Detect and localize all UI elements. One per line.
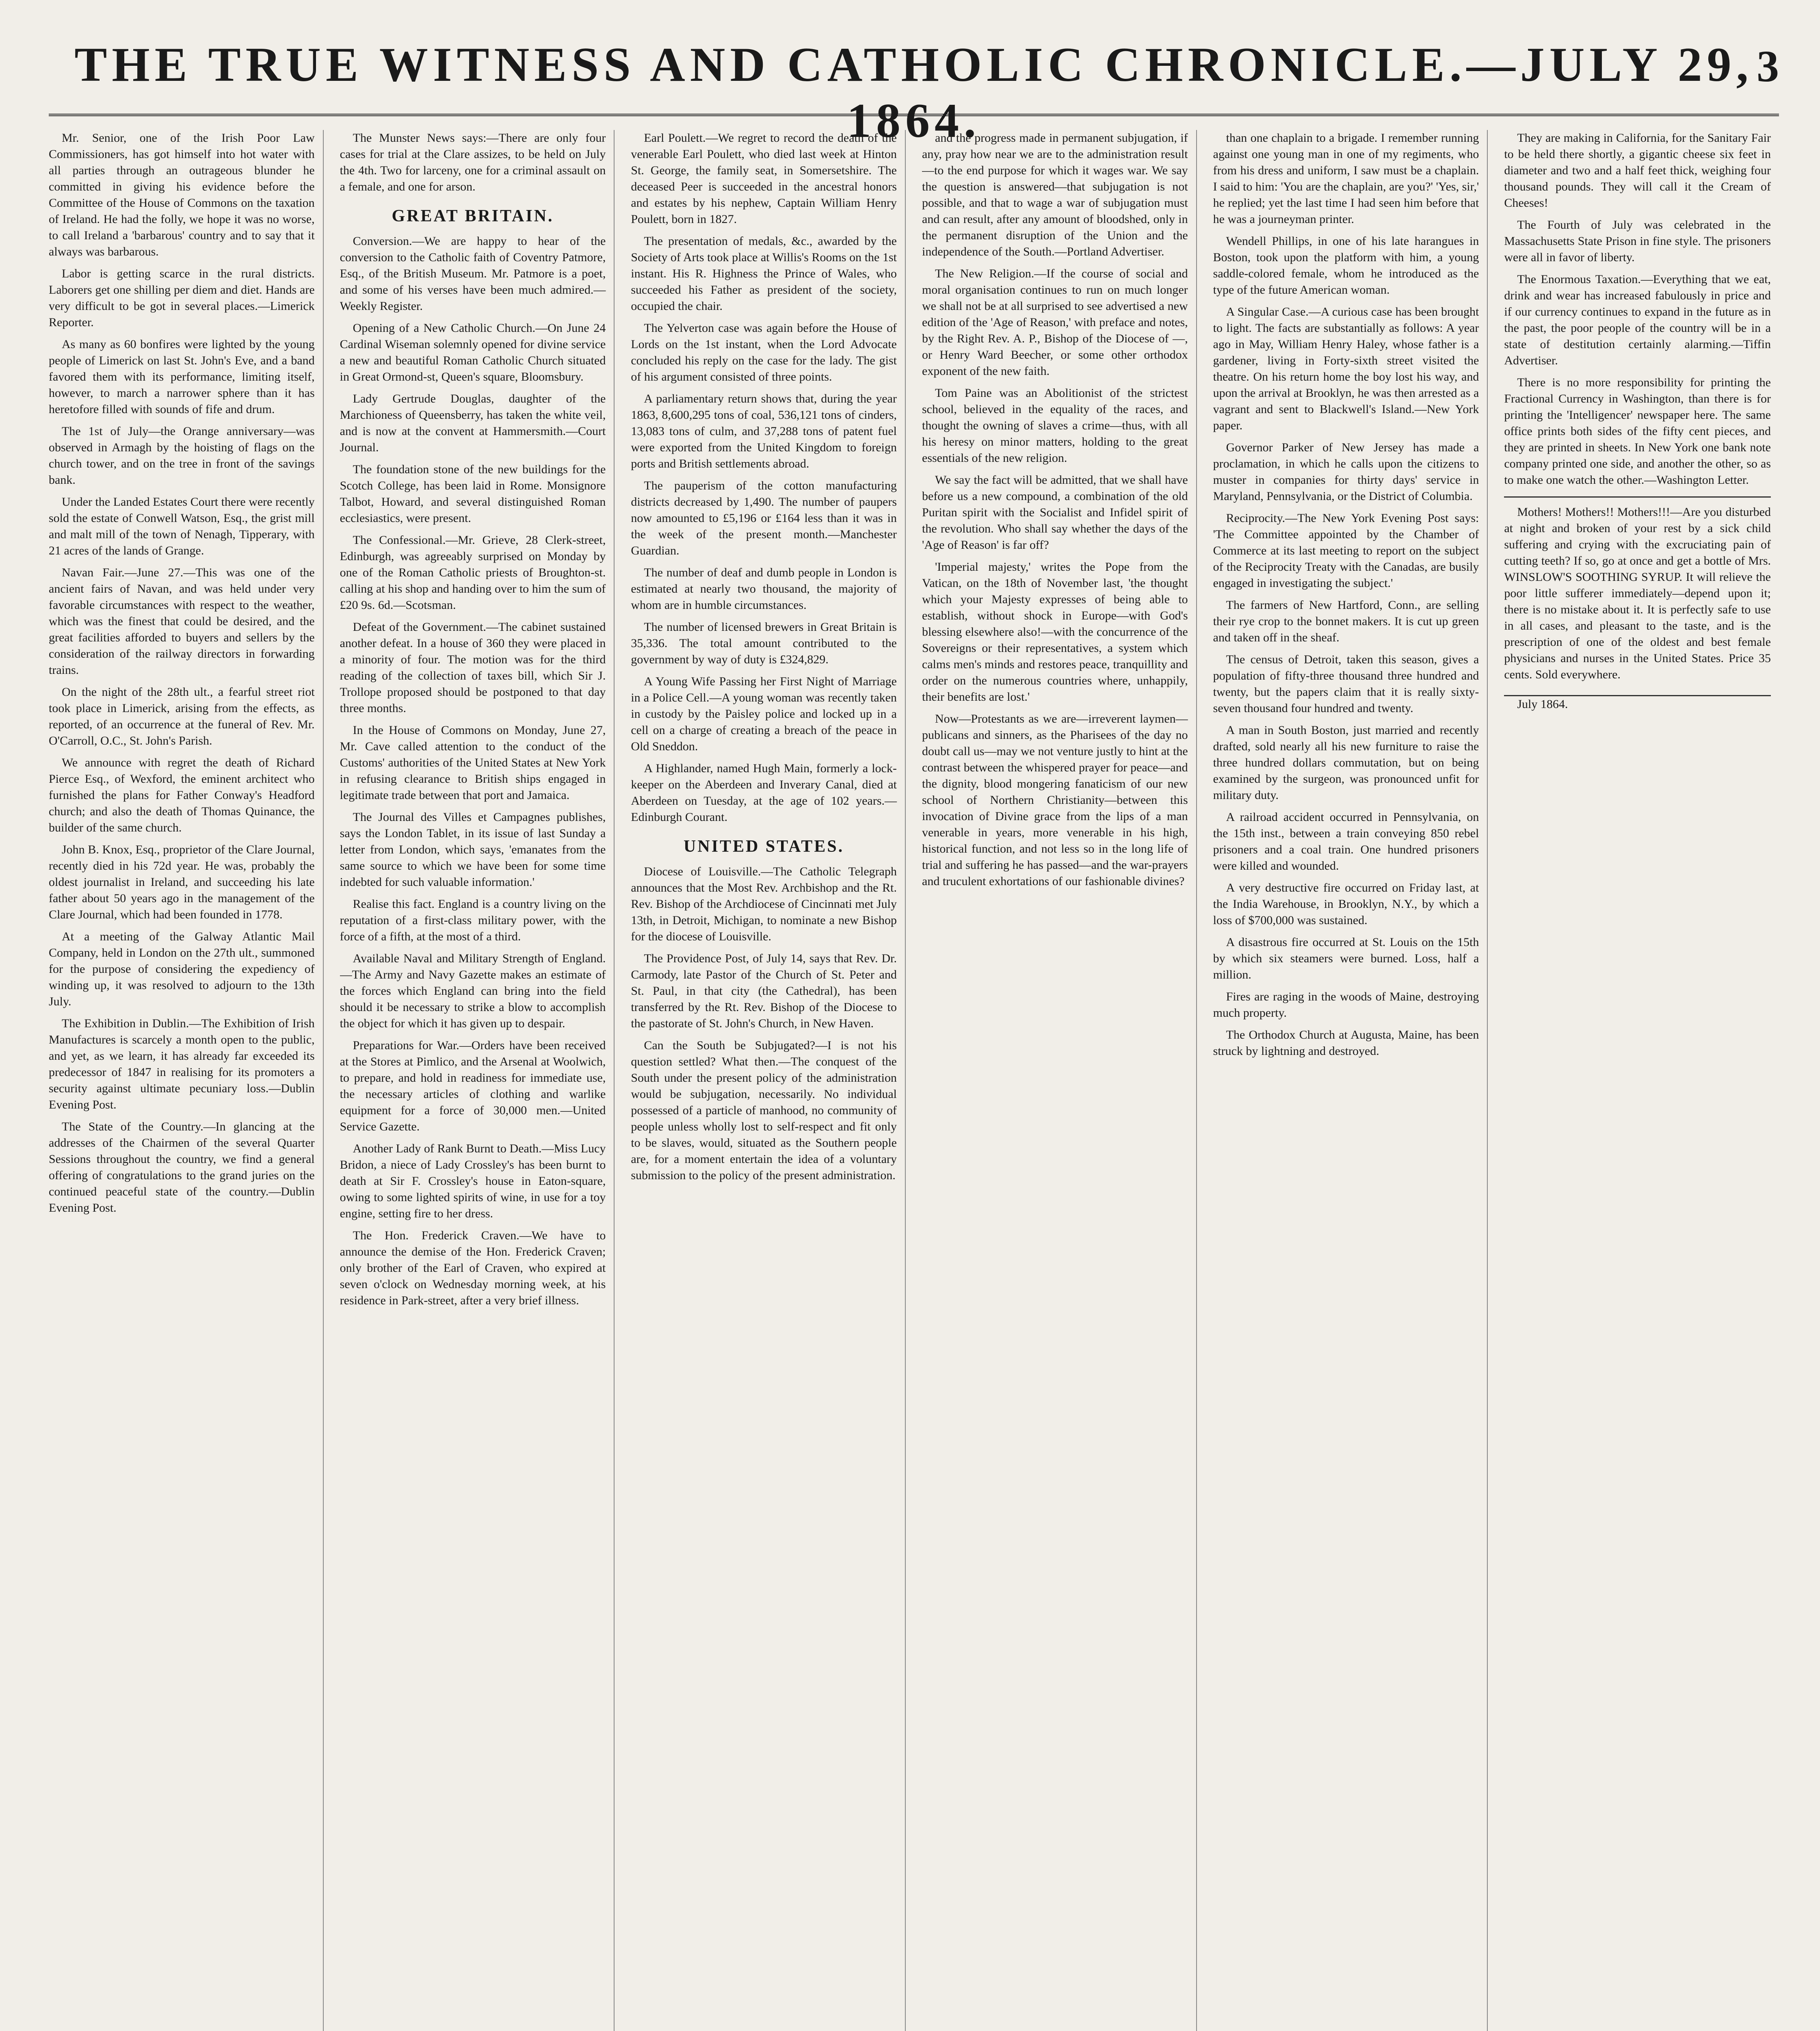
article-paragraph: A railroad accident occurred in Pennsylvania, on the 15th inst., between a train conveying 850 rebel prisoners and a coal train. One hundred prisoners were killed and wounded.	[1213, 810, 1479, 873]
article-paragraph: Conversion.—We are happy to hear of the conversion to the Catholic faith of Coventry Patmore, Esq., of the British Museum. Mr. Patmore is a poet, and some of his verses have been much admired.—Weekly Register.	[340, 234, 606, 313]
article-paragraph: Opening of a New Catholic Church.—On June 24 Cardinal Wiseman solemnly opened for divine service a new and beautiful Roman Catholic Church situated in Great Ormond-st, Queen's square, Bloomsbury.	[340, 321, 606, 383]
article-paragraph: The farmers of New Hartford, Conn., are selling their rye crop to the bonnet makers. It is cut up green and taken off in the sheaf.	[1213, 598, 1479, 644]
article-paragraph: Navan Fair.—June 27.—This was one of the ancient fairs of Navan, and was held under very favorable circumstances with respect to the weather, which was the finest that could be desired, and the great facilities afforded to buyers and sellers by the consideration of the railway directors in forwarding trains.	[49, 566, 315, 677]
article-paragraph: The Munster News says:—There are only four cases for trial at the Clare assizes, to be held on July the 4th. Two for larceny, one for a criminal assault on a female, and one for arson.	[340, 131, 606, 193]
article-paragraph: We announce with regret the death of Richard Pierce Esq., of Wexford, the eminent architect who furnished the plans for Father Conway's Headford church; and also the death of Thomas Quinance, the builder of the same church.	[49, 756, 315, 834]
article-paragraph: Lady Gertrude Douglas, daughter of the Marchioness of Queensberry, has taken the white veil, and is now at the convent at Hammersmith.—Court Journal.	[340, 392, 606, 454]
article-paragraph: The presentation of medals, &c., awarded by the Society of Arts took place at Willis's Rooms on the 1st instant. His R. Highness the Prince of Wales, who succeeded his Father as president of the society, occupied the chair.	[631, 234, 897, 313]
columns	[49, 130, 1779, 2031]
page-number: 3	[1757, 41, 1779, 91]
article-paragraph: July 1864.	[1517, 697, 1568, 711]
article-paragraph: 'Imperial majesty,' writes the Pope from the Vatican, on the 18th of November last, 'the thought which your Majesty expresses of being able to establish, without shock in Europe—with God's blessing elsewhere also!—with the concurrence of the Sovereigns or their representatives, a system which calms men's minds and restores peace, tranquillity and order on the numerous countries where, unhappily, their benefits are lost.'	[922, 560, 1188, 704]
article-paragraph: Realise this fact. England is a country living on the reputation of a first-class military power, with the force of a fifth, at the most of a third.	[340, 897, 606, 943]
section-heading: GREAT BRITAIN.	[392, 207, 554, 225]
advertisement	[1504, 496, 1771, 696]
article-paragraph: On the night of the 28th ult., a fearful street riot took place in Limerick, arising from the effects, as reported, of an occurrence at the funeral of Rev. Mr. O'Carroll, O.C., St. John's Parish.	[49, 685, 315, 747]
page-title: THE TRUE WITNESS AND CATHOLIC CHRONICLE.—JULY 29, 1864.	[74, 37, 1753, 147]
column-5	[1213, 130, 1488, 2031]
article-paragraph: The pauperism of the cotton manufacturing districts decreased by 1,490. The number of paupers now amounted to £5,196 or £164 less than it was in the week of the present month.—Manchester Guardian.	[631, 479, 897, 557]
article-paragraph: A Highlander, named Hugh Main, formerly a lock-keeper on the Aberdeen and Inverary Canal, died at Aberdeen on Tuesday, at the age of 102 years.—Edinburgh Courant.	[631, 762, 897, 824]
article-paragraph: The 1st of July—the Orange anniversary—was observed in Armagh by the hoisting of flags on the church tower, and on the tree in front of the savings bank.	[49, 424, 315, 487]
article-paragraph: The number of licensed brewers in Great Britain is 35,336. The total amount contributed to the government by way of duty is £324,829.	[631, 620, 897, 666]
article-paragraph: A very destructive fire occurred on Friday last, at the India Warehouse, in Brooklyn, N.Y., by which a loss of $700,000 was sustained.	[1213, 881, 1479, 927]
article-paragraph: A Young Wife Passing her First Night of Marriage in a Police Cell.—A young woman was recently taken in custody by the Paisley police and locked up in a cell on a charge of creating a breach of the peace in Old Sneddon.	[631, 675, 897, 753]
article-paragraph: In the House of Commons on Monday, June 27, Mr. Cave called attention to the conduct of the Customs' authorities of the United States at New York in refusing clearance to British ships engaged in legitimate trade between that port and Jamaica.	[340, 723, 606, 802]
article-paragraph: The Hon. Frederick Craven.—We have to announce the demise of the Hon. Frederick Craven; only brother of the Earl of Craven, who expired at seven o'clock on Wednesday morning week, at his residence in Park-street, after a very brief illness.	[340, 1229, 606, 1307]
article-paragraph: The Providence Post, of July 14, says that Rev. Dr. Carmody, late Pastor of the Church of St. Peter and St. Paul, in that city (the Cathedral), has been transferred by the Rt. Rev. Bishop of the Diocese to the pastorate of St. John's Church, in New Haven.	[631, 952, 897, 1030]
article-paragraph: We say the fact will be admitted, that we shall have before us a new compound, a combination of the old Puritan spirit with the Socialist and Infidel spirit of the revolution. Who shall say whether the days of the 'Age of Reason' is far off?	[922, 473, 1188, 552]
article-paragraph: Diocese of Louisville.—The Catholic Telegraph announces that the Most Rev. Archbishop and the Rt. Rev. Bishop of the Archdiocese of Cincinnati met July 13th, in Detroit, Michigan, to nominate a new Bishop for the diocese of Louisville.	[631, 865, 897, 943]
article-paragraph: Fires are raging in the woods of Maine, destroying much property.	[1213, 990, 1479, 1020]
article-paragraph: Can the South be Subjugated?—I is not his question settled? What then.—The conquest of the South under the present policy of the administration would be subjugation, necessarily. No individual possessed of a particle of manhood, no community of people unless wholly lost to self-respect and fit only to be slaves, would, situated as the Southern people are, for a moment entertain the idea of a voluntary submission to the policy of the present administration.	[631, 1039, 897, 1182]
article-paragraph: Now—Protestants as we are—irreverent laymen—publicans and sinners, as the Pharisees of the day no doubt call us—may we not venture justly to hint at the contrast between the whispered prayer for peace—and the dignity, blood mongering fanaticism of our new school of Northern Christianity—between this invocation of Divine grace from the lips of a man venerable in years, more venerable in his high, historical function, and not less so in the long life of trial and suffering he has passed—and the war-prayers and truculent exhortations of our fashionable divines?	[922, 712, 1188, 888]
article-paragraph: John B. Knox, Esq., proprietor of the Clare Journal, recently died in his 72d year. He was, probably the oldest journalist in Ireland, and succeeding his late father about 50 years ago in the management of the Clare Journal, which had been founded in 1778.	[49, 843, 315, 921]
article-paragraph: Wendell Phillips, in one of his late harangues in Boston, took upon the platform with him, a young saddle-colored female, whom he introduced as the type of the future American woman.	[1213, 234, 1479, 297]
column-2	[340, 130, 615, 2031]
article-paragraph: The census of Detroit, taken this season, gives a population of fifty-three thousand three hundred and twenty, but the papers claim that it is really sixty-seven thousand four hundred and twenty.	[1213, 653, 1479, 715]
article-paragraph: They are making in California, for the Sanitary Fair to be held there shortly, a gigantic cheese six feet in diameter and two and a half feet thick, weighing four thousand pounds. They will call it the Cream of Cheeses!	[1504, 131, 1771, 210]
article-paragraph: At a meeting of the Galway Atlantic Mail Company, held in London on the 27th ult., summoned for the purpose of considering the expediency of winding up, it was resolved to adjourn to the 13th July.	[49, 930, 315, 1008]
article-paragraph: Tom Paine was an Abolitionist of the strictest school, believed in the equality of the races, and thought the owning of slaves a crime—thus, with all his heresy on minor matters, holding to the great essentials of the new religion.	[922, 386, 1188, 465]
article-paragraph: The Journal des Villes et Campagnes publishes, says the London Tablet, in its issue of last Sunday a letter from London, which says, 'emanates from the same source to which we have been for some time indebted for such valuable information.'	[340, 810, 606, 889]
article-paragraph: There is no more responsibility for printing the Fractional Currency in Washington, than there is for printing the 'Intelligencer' newspaper here. The same office prints both sides of the fifty cent pieces, and they are printed in sheets. In New York one bank note company printed one side, and another the other, so as to make one watch the other.—Washington Letter.	[1504, 376, 1771, 487]
column-6	[1504, 130, 1779, 2031]
article-paragraph: The foundation stone of the new buildings for the Scotch College, has been laid in Rome. Monsignore Talbot, Howard, and several distinguished Roman ecclesiastics, were present.	[340, 463, 606, 525]
article-paragraph: Preparations for War.—Orders have been received at the Stores at Pimlico, and the Arsenal at Woolwich, to prepare, and hold in readiness for immediate use, the necessary articles of clothing and warlike equipment for a force of 30,000 men.—United Service Gazette.	[340, 1039, 606, 1133]
article-paragraph: A parliamentary return shows that, during the year 1863, 8,600,295 tons of coal, 536,121 tons of cinders, 13,083 tons of culm, and 37,288 tons of patent fuel were exported from the United Kingdom to foreign ports and British settlements abroad.	[631, 392, 897, 470]
column-4	[922, 130, 1197, 2031]
column-1	[49, 130, 324, 2031]
article-paragraph: The Enormous Taxation.—Everything that we eat, drink and wear has increased fabulously in price and if our currency continues to expand in the future as in the past, the poor people of the country will be in a state of destitution certainly alarming.—Tiffin Advertiser.	[1504, 273, 1771, 367]
article-paragraph: Mothers! Mothers!! Mothers!!!—Are you disturbed at night and broken of your rest by a sick child suffering and crying with the excruciating pain of cutting teeth? If so, go at once and get a bottle of Mrs. WINSLOW'S SOOTHING SYRUP. It will relieve the poor little sufferer immediately—depend upon it; there is no mistake about it. It is perfectly safe to use in all cases, and pleasant to the taste, and is the prescription of one of the oldest and best female physicians and nurses in the United States. Price 35 cents. Sold everywhere.	[1504, 505, 1771, 681]
article-paragraph: The Exhibition in Dublin.—The Exhibition of Irish Manufactures is scarcely a month open to the public, and yet, as we learn, it has already far exceeded its predecessor of 1847 in realising for its promoters a security against ultimate pecuniary loss.—Dublin Evening Post.	[49, 1017, 315, 1111]
article-paragraph: Another Lady of Rank Burnt to Death.—Miss Lucy Bridon, a niece of Lady Crossley's has been burnt to death at Sir F. Crossley's house in Eaton-square, owing to some lighted spirits of wine, in use for a toy engine, setting fire to her dress.	[340, 1142, 606, 1220]
article-paragraph: Defeat of the Government.—The cabinet sustained another defeat. In a house of 360 they were placed in a minority of four. The motion was for the third reading of the collection of taxes bill, which Sir J. Trollope proposed should be postponed to that day three months.	[340, 620, 606, 715]
article-paragraph: Available Naval and Military Strength of England.—The Army and Navy Gazette makes an estimate of the forces which England can bring into the field should it be necessary to strike a blow to accomplish the object for which it has given up to despair.	[340, 952, 606, 1030]
article-paragraph: and the progress made in permanent subjugation, if any, pray how near we are to the administration result—to the end purpose for which it wages war. We say the question is answered—that subjugation is not possible, and that to wage a war of subjugation must and can result, after any amount of bloodshed, only in the permanent disruption of the Union and the independence of the South.—Portland Advertiser.	[922, 131, 1188, 258]
article-paragraph: The Fourth of July was celebrated in the Massachusetts State Prison in fine style. The prisoners were all in favor of liberty.	[1504, 218, 1771, 264]
article-paragraph: Under the Landed Estates Court there were recently sold the estate of Conwell Watson, Esq., the grist mill and malt mill of the town of Nenagh, Tipperary, with 21 acres of the lands of Grange.	[49, 495, 315, 557]
article-paragraph: Labor is getting scarce in the rural districts. Laborers get one shilling per diem and diet. Hands are very difficult to be got in several places.—Limerick Reporter.	[49, 267, 315, 329]
masthead	[49, 24, 1779, 147]
article-paragraph: The Yelverton case was again before the House of Lords on the 1st instant, when the Lord Advocate concluded his reply on the case for the lady. The gist of his argument consisted of three points.	[631, 321, 897, 383]
column-3	[631, 130, 906, 2031]
article-paragraph: A man in South Boston, just married and recently drafted, sold nearly all his new furniture to raise the three hundred dollars commutation, but on being examined by the surgeon, was pronounced unfit for military duty.	[1213, 723, 1479, 802]
article-paragraph: The Confessional.—Mr. Grieve, 28 Clerk-street, Edinburgh, was agreeably surprised on Monday by one of the Roman Catholic priests of Broughton-st. calling at his shop and handing over to him the sum of £20 9s. 6d.—Scotsman.	[340, 533, 606, 612]
section-heading: UNITED STATES.	[684, 837, 844, 856]
article-paragraph: A disastrous fire occurred at St. Louis on the 15th by which six steamers were burned. Loss, half a million.	[1213, 935, 1479, 981]
article-paragraph: As many as 60 bonfires were lighted by the young people of Limerick on last St. John's Eve, and a band favored them with its performance, limiting itself, however, to march a narrower sphere than it has heretofore filled with sounds of fife and drum.	[49, 338, 315, 416]
article-paragraph: Earl Poulett.—We regret to record the death of the venerable Earl Poulett, who died last week at Hinton St. George, the family seat, in Somersetshire. The deceased Peer is succeeded in the ancestral honors and estates by his nephew, Captain William Henry Poulett, born in 1827.	[631, 131, 897, 226]
article-paragraph: Mr. Senior, one of the Irish Poor Law Commissioners, has got himself into hot water with all parties through an outrageous blunder he committed in giving his evidence before the Committee of the House of Commons on the taxation of Ireland. He had the folly, we hope it was no worse, to call Ireland a 'barbarous' country and to say that it always was barbarous.	[49, 131, 315, 258]
article-paragraph: Reciprocity.—The New York Evening Post says: 'The Committee appointed by the Chamber of Commerce at its last meeting to report on the subject of the Reciprocity Treaty with the Canadas, are busily engaged in investigating the subject.'	[1213, 511, 1479, 590]
article-paragraph: than one chaplain to a brigade. I remember running against one young man in one of my regiments, who from his dress and uniform, I saw must be a chaplain. I said to him: 'You are the chaplain, are you?' 'Yes, sir,' he replied; yet the last time I had seen him before that he was a journeyman printer.	[1213, 131, 1479, 226]
article-paragraph: The State of the Country.—In glancing at the addresses of the Chairmen of the several Quarter Sessions throughout the country, we find a general offering of congratulations to the grand juries on the continued peaceful state of the country.—Dublin Evening Post.	[49, 1120, 315, 1215]
article-paragraph: The Orthodox Church at Augusta, Maine, has been struck by lightning and destroyed.	[1213, 1028, 1479, 1058]
article-paragraph: Governor Parker of New Jersey has made a proclamation, in which he calls upon the citizens to muster in companies for thirty days' service in Maryland, Pennsylvania, or the District of Columbia.	[1213, 441, 1479, 503]
article-paragraph: A Singular Case.—A curious case has been brought to light. The facts are substantially as follows: A year ago in May, William Henry Haley, whose father is a gardener, living in Forty-sixth street visited the theatre. On his return home the boy lost his way, and upon the arrival at Brooklyn, he was then arrested as a vagrant and sent to Blackwell's Island.—New York paper.	[1213, 305, 1479, 432]
article-paragraph: The number of deaf and dumb people in London is estimated at nearly two thousand, the majority of whom are in humble circumstances.	[631, 566, 897, 612]
article-paragraph: The New Religion.—If the course of social and moral organisation continues to run on much longer we shall not be at all surprised to see advertised a new edition of the 'Age of Reason,' with preface and notes, by the Right Rev. A. P., Bishop of the Diocese of —, or Henry Ward Beecher, or some other orthodox exponent of the new faith.	[922, 267, 1188, 378]
